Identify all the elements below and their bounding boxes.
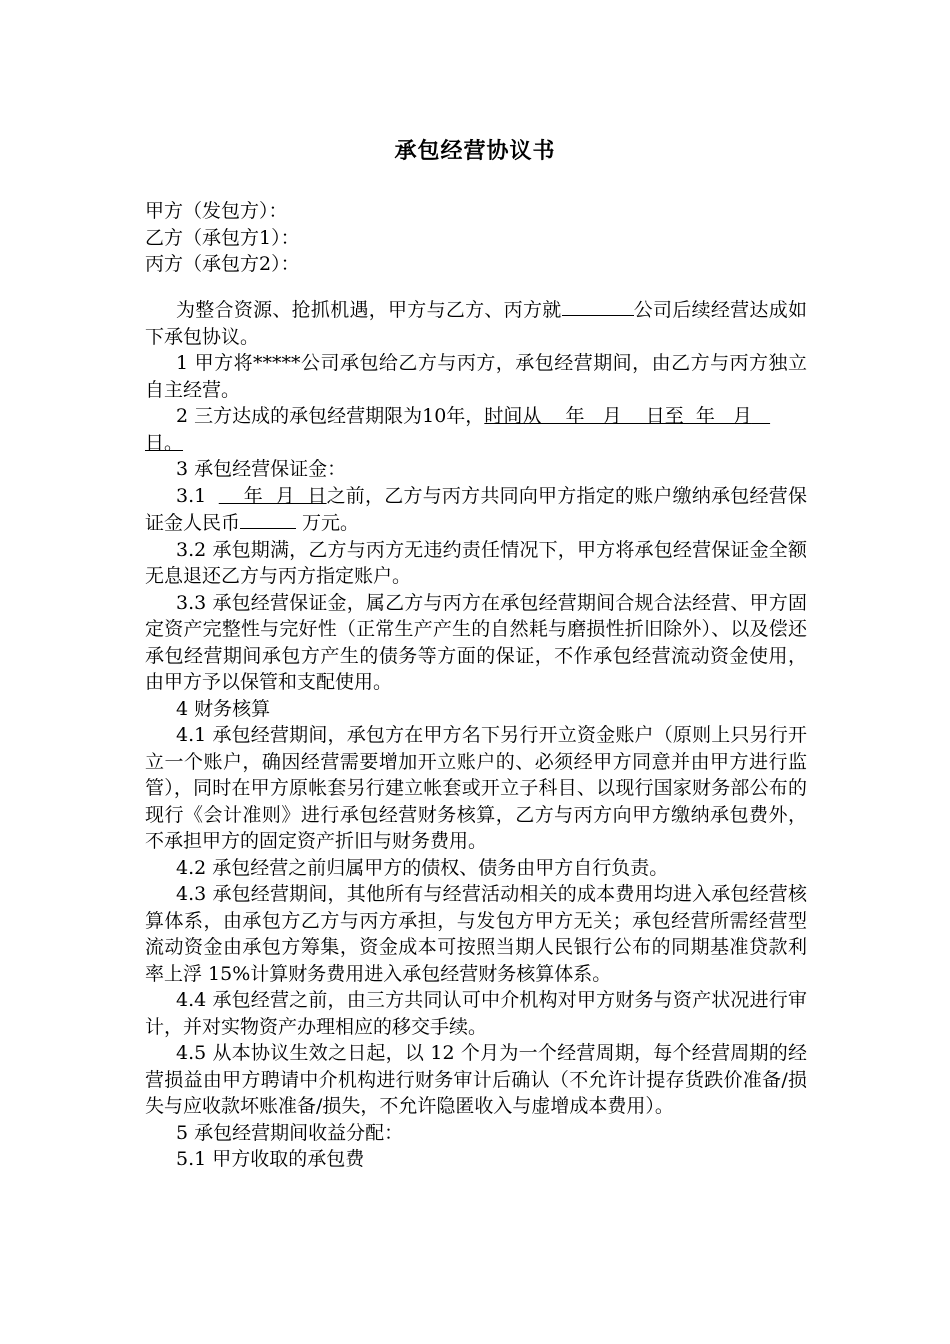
clause-3-3: 3.3 承包经营保证金，属乙方与丙方在承包经营期间合规合法经营、甲方固定资产完整性与完好性（正常生产产生的自然耗与磨损性折旧除外）、以及偿还承包经营期间承包方产生的债务等方面的保证，不作承包经营流动资金使用，由甲方予以保管和支配使用。 (145, 591, 807, 693)
clause-4-5: 4.5 从本协议生效之日起，以 12 个月为一个经营周期，每个经营周期的经营损益由甲方聘请中介机构进行财务审计后确认（不允许计提存货跌价准备/损失与应收款坏账准备/损失，不允许隐匿收入与虚增成本费用）。 (145, 1042, 807, 1117)
party-b-line: 乙方（承包方1）： (145, 226, 300, 249)
clause-2 (145, 403, 807, 456)
intro-after-blank: 公司后续经营达成如下承包协议。 (145, 299, 807, 348)
clause-4: 4 财务核算 (176, 697, 271, 720)
document-title: 承包经营协议书 (394, 138, 556, 164)
clause-1: 1 甲方将*****公司承包给乙方与丙方，承包经营期间，由乙方与丙方独立自主经营。 (145, 352, 807, 401)
party-a-line: 甲方（发包方）： (145, 200, 288, 222)
clause-3-2: 3.2 承包期满，乙方与丙方无违约责任情况下，甲方将承包经营保证金全额无息退还乙方与丙方指定账户。 (145, 538, 807, 587)
clause-4-4: 4.4 承包经营之前，由三方共同认可中介机构对甲方财务与资产状况进行审计，并对实物资产办理相应的移交手续。 (145, 989, 807, 1038)
intro-before-blank: 为整合资源、抢抓机遇，甲方与乙方、丙方就 (176, 299, 562, 321)
parties-block (145, 198, 825, 278)
clause-3-1-date: 年 月 日 (218, 484, 327, 507)
clause-3-1-number: 3.1 (176, 484, 219, 507)
clause-4-1: 4.1 承包经营期间，承包方在甲方名下另行开立资金账户（原则上只另行开立一个账户，确因经营需要增加开立账户的、必须经甲方同意并由甲方进行监管），同时在甲方原帐套另行建立帐套或开立子科目、以现行国家财务部公布的现行《会计准则》进行承包经营财务核算，乙方与丙方向甲方缴纳承包费外，不承担甲方的固定资产折旧与财务费用。 (145, 724, 807, 852)
clause-3: 3 承包经营保证金： (176, 458, 347, 480)
clause-5-1: 5.1 甲方收取的承包费 (176, 1148, 365, 1170)
clause-2-term-dates: 时间从 年 月 日至 年 月 日。 (145, 405, 771, 454)
company-name-blank (562, 296, 634, 316)
clause-5: 5 承包经营期间收益分配： (176, 1121, 404, 1144)
deposit-amount-blank (240, 509, 296, 529)
clause-4-3: 4.3 承包经营期间，其他所有与经营活动相关的成本费用均进入承包经营核算体系，由承包方乙方与丙方承担，与发包方甲方无关；承包经营所需经营型流动资金由承包方筹集，资金成本可按照当期人民银行公布的同期基准贷款利率上浮 15%计算财务费用进入承包经营财务核算体系。 (145, 883, 807, 985)
clause-3-1 (145, 483, 807, 537)
clause-3-1-unit: 万元。 (296, 512, 360, 534)
clause-2-text: 2 三方达成的承包经营期限为10年， (176, 405, 485, 427)
agreement-body (145, 296, 807, 1173)
clause-3-1-text: 之前，乙方与丙方共同向甲方指定的账户缴纳承包经营保证金人民币 (145, 484, 807, 534)
intro-paragraph (145, 296, 807, 350)
clause-4-2: 4.2 承包经营之前归属甲方的债权、债务由甲方自行负责。 (176, 856, 669, 879)
party-c-line: 丙方（承包方2）： (145, 253, 300, 275)
